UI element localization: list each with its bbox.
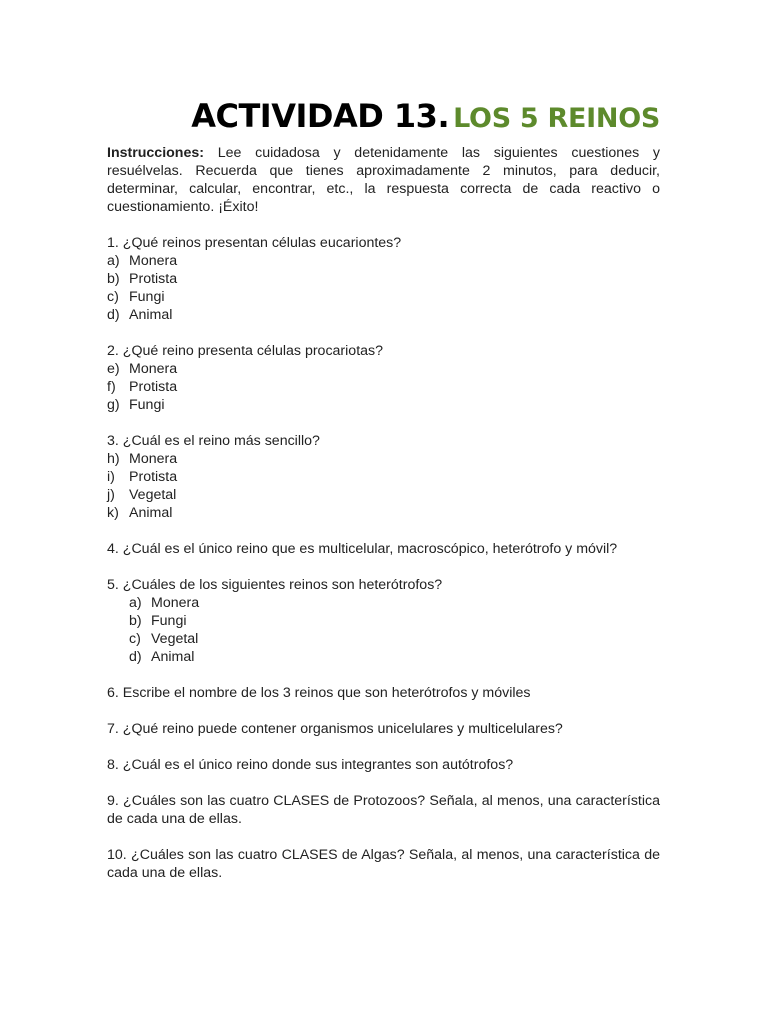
option-item <box>107 450 660 468</box>
option-letter: c) <box>107 289 119 305</box>
option-item <box>107 306 660 324</box>
option-letter: a) <box>107 253 120 269</box>
question-10: 10. ¿Cuáles son las cuatro CLASES de Algas? Señala, al menos, una característica de cada una de ellas. <box>107 847 660 881</box>
option-item <box>107 594 660 612</box>
spacer <box>107 558 660 576</box>
question-text: 5. ¿Cuáles de los siguientes reinos son heterótrofos? <box>107 577 443 593</box>
option-item <box>107 270 660 288</box>
option-item <box>107 396 660 414</box>
option-label: Animal <box>151 649 195 665</box>
option-label: Monera <box>129 361 178 377</box>
option-item <box>107 252 660 270</box>
document-page <box>107 96 660 882</box>
option-label: Monera <box>129 253 178 269</box>
title-subtitle: LOS 5 REINOS <box>453 103 660 134</box>
option-letter: d) <box>129 649 142 665</box>
option-letter: e) <box>107 361 120 377</box>
question-1 <box>107 234 660 324</box>
question-4: 4. ¿Cuál es el único reino que es multicelular, macroscópico, heterótrofo y móvil? <box>107 541 618 557</box>
option-letter: c) <box>129 631 141 647</box>
spacer <box>107 324 660 342</box>
option-label: Animal <box>129 307 173 323</box>
title-main: ACTIVIDAD 13. <box>191 97 450 135</box>
option-item <box>107 468 660 486</box>
option-item <box>107 504 660 522</box>
spacer <box>107 522 660 540</box>
option-item <box>107 288 660 306</box>
question-7: 7. ¿Qué reino puede contener organismos unicelulares y multicelulares? <box>107 721 563 737</box>
option-label: Protista <box>129 379 178 395</box>
question-8: 8. ¿Cuál es el único reino donde sus integrantes son autótrofos? <box>107 757 514 773</box>
option-item <box>107 630 660 648</box>
instructions-text: Lee cuidadosa y detenidamente las siguientes cuestiones y resuélvelas. Recuerda que tienes aproximadamente 2 minutos, para deducir, determinar, calcular, encontrar, etc., la respuesta correcta de cada reactivo o cuestionamiento. ¡Éxito! <box>107 145 660 215</box>
option-letter: h) <box>107 451 120 467</box>
question-6: 6. Escribe el nombre de los 3 reinos que son heterótrofos y móviles <box>107 685 531 701</box>
question-3 <box>107 432 660 522</box>
option-letter: j) <box>107 487 115 503</box>
spacer <box>107 738 660 756</box>
option-letter: k) <box>107 505 119 521</box>
question-text: 3. ¿Cuál es el reino más sencillo? <box>107 433 320 449</box>
page-title <box>107 96 660 136</box>
option-label: Fungi <box>129 289 165 305</box>
option-letter: d) <box>107 307 120 323</box>
option-letter: b) <box>107 271 120 287</box>
option-item <box>107 360 660 378</box>
spacer <box>107 774 660 792</box>
spacer <box>107 702 660 720</box>
instructions-paragraph <box>107 144 660 216</box>
option-item <box>107 648 660 666</box>
question-text: 2. ¿Qué reino presenta células procariotas? <box>107 343 384 359</box>
option-label: Animal <box>129 505 173 521</box>
option-item <box>107 486 660 504</box>
instructions-label: Instrucciones: <box>107 145 204 161</box>
spacer <box>107 666 660 684</box>
option-label: Fungi <box>129 397 165 413</box>
option-letter: i) <box>107 469 115 485</box>
option-label: Protista <box>129 469 178 485</box>
question-5 <box>107 576 660 666</box>
option-label: Monera <box>151 595 200 611</box>
option-letter: a) <box>129 595 142 611</box>
option-letter: g) <box>107 397 120 413</box>
option-label: Fungi <box>151 613 187 629</box>
option-label: Monera <box>129 451 178 467</box>
option-label: Protista <box>129 271 178 287</box>
option-label: Vegetal <box>129 487 177 503</box>
option-letter: f) <box>107 379 116 395</box>
question-9: 9. ¿Cuáles son las cuatro CLASES de Protozoos? Señala, al menos, una característica de cada una de ellas. <box>107 793 660 827</box>
spacer <box>107 414 660 432</box>
option-letter: b) <box>129 613 142 629</box>
option-item <box>107 612 660 630</box>
option-label: Vegetal <box>151 631 199 647</box>
question-2 <box>107 342 660 414</box>
question-text: 1. ¿Qué reinos presentan células eucariontes? <box>107 235 402 251</box>
option-item <box>107 378 660 396</box>
spacer <box>107 828 660 846</box>
spacer <box>107 216 660 234</box>
